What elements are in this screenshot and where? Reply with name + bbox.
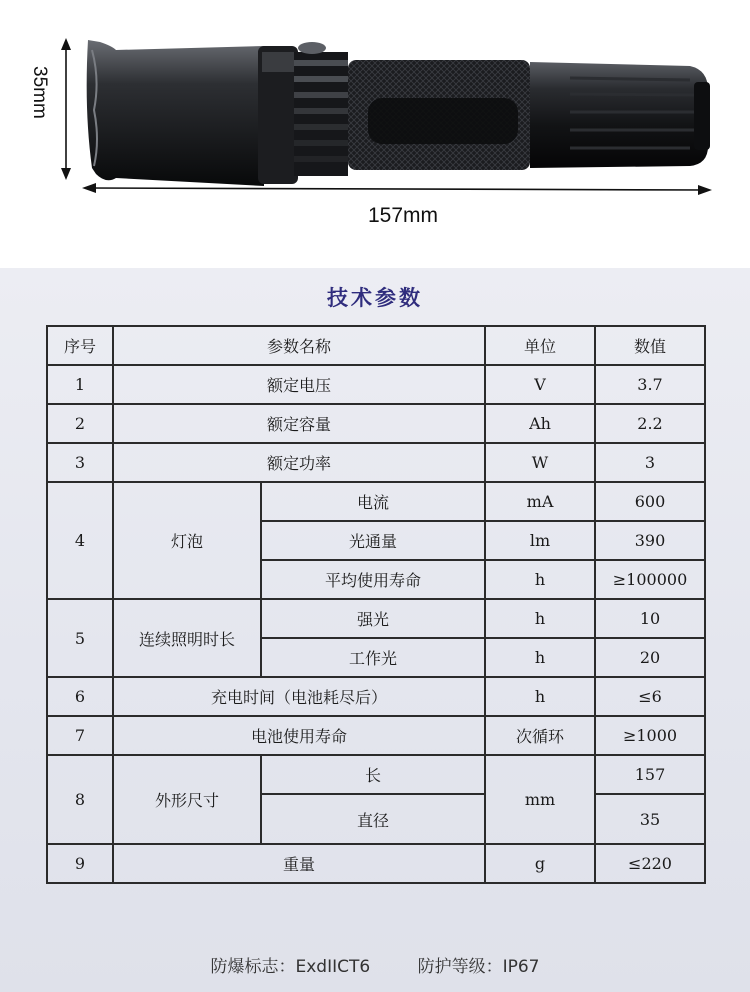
header-unit: 单位 [485,326,595,365]
table-row [47,443,705,482]
section-title: 技术参数 [327,286,423,310]
row-param-name: 额定功率 [113,443,485,482]
row-param-name: 额定电压 [113,365,485,404]
table-row [47,599,705,638]
row-value: 3.7 [595,365,705,404]
row-sub-param-name: 直径 [261,794,485,844]
row-sub-param-name: 平均使用寿命 [261,560,485,599]
row-sub-param-name: 工作光 [261,638,485,677]
header-param-name: 参数名称 [113,326,485,365]
row-no: 3 [47,443,113,482]
table-row [47,716,705,755]
row-no: 2 [47,404,113,443]
row-unit: g [485,844,595,883]
row-value: 157 [595,755,705,794]
row-value: 390 [595,521,705,560]
product-image-area [0,0,750,268]
row-sub-param-name: 电流 [261,482,485,521]
row-value: ≤220 [595,844,705,883]
row-value: ≤6 [595,677,705,716]
row-unit: h [485,599,595,638]
row-unit: h [485,638,595,677]
row-value: 3 [595,443,705,482]
row-value: ≥100000 [595,560,705,599]
row-no: 9 [47,844,113,883]
row-param-group: 连续照明时长 [113,599,261,677]
row-unit: h [485,560,595,599]
row-no: 5 [47,599,113,677]
row-param-name: 充电时间（电池耗尽后） [113,677,485,716]
row-unit: V [485,365,595,404]
row-no: 7 [47,716,113,755]
row-value: ≥1000 [595,716,705,755]
row-unit: Ah [485,404,595,443]
row-no: 6 [47,677,113,716]
header-value: 数值 [595,326,705,365]
row-unit: mA [485,482,595,521]
row-value: 2.2 [595,404,705,443]
row-sub-param-name: 强光 [261,599,485,638]
row-sub-param-name: 光通量 [261,521,485,560]
row-param-name: 电池使用寿命 [113,716,485,755]
diameter-dimension-label: 35mm [29,66,50,119]
row-unit: mm [485,755,595,844]
row-value: 600 [595,482,705,521]
table-row [47,844,705,883]
row-unit: h [485,677,595,716]
table-row [47,365,705,404]
row-unit: 次循环 [485,716,595,755]
row-value: 10 [595,599,705,638]
table-row [47,482,705,521]
row-sub-param-name: 长 [261,755,485,794]
table-row [47,677,705,716]
row-param-name: 重量 [113,844,485,883]
protection-level: 防护等级：IP67 [417,957,540,977]
row-value: 20 [595,638,705,677]
explosion-proof-mark: 防爆标志：ExdIICT6 [210,957,371,977]
table-row [47,404,705,443]
row-param-name: 额定容量 [113,404,485,443]
row-no: 1 [47,365,113,404]
row-no: 4 [47,482,113,599]
row-unit: lm [485,521,595,560]
row-value: 35 [595,794,705,844]
row-unit: W [485,443,595,482]
length-dimension-label: 157mm [368,204,439,227]
spec-table [46,325,706,884]
table-header-row [47,326,705,365]
certification-footer [0,952,750,977]
table-row [47,755,705,794]
header-no: 序号 [47,326,113,365]
row-param-group: 灯泡 [113,482,261,599]
row-param-group: 外形尺寸 [113,755,261,844]
row-no: 8 [47,755,113,844]
